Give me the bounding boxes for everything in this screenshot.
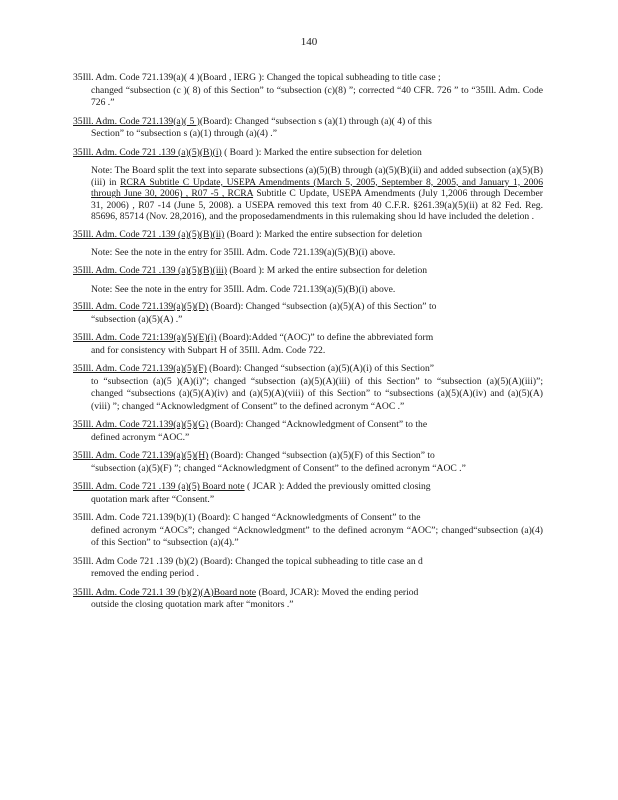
entry-text: (Board): Changed “subsection (a)(5)(F) of this Section” to (208, 450, 435, 462)
entry-continuation: to “subsection (a)(5 )(A)(i)”; changed “subsection (a)(5)(A)(iii) of this Section” to “subsection (a)(5)(A)(iii)”; changed “subsections (a)(5)(A)(iv) and (a)(5)(A)(viii) of this Section” to “subsections (a)(5)(A)(iv) and (a)(5)(A)(viii) ”; changed “Acknowledgment of Consent” to the defined acronym “AOC .” (91, 375, 543, 412)
entry-reference: 35Ill. Adm. Code 721.139(a)(5)(F) (73, 363, 207, 375)
entry-reference: 35Ill. Adm. Code 721 .139 (a)(5)(B)(iii) (73, 265, 228, 277)
entry-721-139-b-2 (73, 556, 543, 581)
entry-reference: 35Ill. Adm. Code 721.139(a)(5)(G) (73, 419, 209, 431)
entry-text: ( Board ): Marked the entire subsection for deletion (221, 146, 422, 158)
entry-reference: 35Ill. Adm. Code 721.139(b)(1) (73, 512, 196, 524)
entry-continuation: outside the closing quotation mark after “monitors .” (91, 599, 294, 611)
entry-list (73, 72, 543, 618)
entry-721-139-b-2-A-board-note (73, 587, 543, 612)
entry-continuation: “subsection (a)(5)(A) .” (91, 313, 183, 325)
entry-continuation: and for consistency with Subpart H of 35Ill. Adm. Code 722. (91, 344, 326, 356)
entry-721-139-a-5-G (73, 419, 543, 444)
entry-text: (Board): Changed “Acknowledgment of Consent” to the (208, 419, 428, 431)
entry-text: (Board, JCAR): Moved the ending period (256, 586, 419, 598)
entry-reference: 35Ill. Adm. Code 721 .139 (a)(5)(B)(ii) (73, 228, 225, 240)
entry-continuation: quotation mark after “Consent.” (91, 493, 215, 505)
note-text-end: Subtitle C Update, USEPA Amendments (July 1,2006 through December 31, 2006) , R07 -14 (June 5, 2008). a USEPA removed this text from 40 C.F.R. §261.39(a)(5)(ii) at 82 Fed. Reg. 85696, 85714 (Nov. 28,2016), and the proposedamendments in this rulemaking shou ld have included the deletion . (91, 188, 543, 223)
entry-721-139-a-5-B-i (73, 147, 543, 160)
entry-721-139-a-5-H (73, 450, 543, 475)
entry-continuation: changed “subsection (c )( 8) of this Section” to “subsection (c)(8) ”; corrected “40 CFR. 726 ” to “35Ill. Adm. Code 726 .” (91, 84, 543, 108)
note-text: Note: See the note in the entry for 35Ill. Adm. Code 721.139(a)(5)(B)(i) above. (91, 247, 396, 259)
entry-continuation: Section” to “subsection s (a)(1) through (a)(4) .” (91, 128, 277, 139)
entry-reference: 35Ill. Adm Code 721 .139 (b)(2) (73, 555, 198, 567)
entry-continuation: defined acronym “AOCs”; changed “Acknowledgment” to the defined acronym “AOC”; changed“subsection (a)(4) of this Section” to “subsection (a)(4).” (91, 524, 543, 549)
entry-text: (Board): Changed “subsection (a)(5)(A) of this Section” to (208, 301, 437, 313)
entry-721-139-a-5-E-i (73, 332, 543, 357)
entry-reference: 35Ill. Adm. Code 721.139(a)( 4 )(Board , IERG ): (73, 72, 265, 83)
entry-continuation: removed the ending period . (91, 568, 199, 580)
note-see-entry (73, 247, 543, 259)
note-see-entry (73, 284, 543, 296)
entry-text: (Board ): M arked the entire subsection for deletion (227, 265, 428, 277)
entry-reference: 35Ill. Adm. Code 721.1 39 (b)(2)(A)Board note (73, 586, 257, 598)
entry-reference: 35Ill. Adm. Code 721 .139 (a)(5) Board note (73, 481, 245, 493)
entry-text: (Board):Added “(AOC)” to define the abbreviated form (216, 332, 434, 344)
entry-721-139-a-5-B-ii (73, 229, 543, 242)
entry-721-139-a-5-B-iii (73, 265, 543, 278)
entry-reference: 35Ill. Adm. Code 721 .139 (a)(5)(B)(i) (73, 146, 222, 158)
entry-text: (Board): Changed “subsection (a)(5)(A)(i) of this Section” (206, 363, 435, 375)
page-number: 140 (300, 36, 318, 48)
entry-reference: 35Ill. Adm. Code 721:139(a)(5)(E)(i) (73, 332, 217, 344)
entry-reference: 35Ill. Adm. Code 721.139(a)(5)(H) (73, 450, 209, 462)
entry-text: (Board ): Marked the entire subsection for deletion (224, 228, 423, 240)
entry-721-139-a-5-board-note (73, 481, 543, 506)
entry-reference: 35Ill. Adm. Code 721.139(a)(5)(D) (73, 301, 209, 313)
entry-721-139-a-5 (73, 116, 543, 141)
entry-text: (Board): Changed “subsection s (a)(1) through (a)( 4) of this (199, 115, 432, 127)
entry-text: Changed the topical subheading to title case ; (264, 72, 441, 83)
entry-text: (Board): C hanged “Acknowledgments of Consent” to the (195, 512, 421, 524)
entry-text: (Board): Changed the topical subheading to title case an d (197, 555, 423, 567)
entry-continuation: defined acronym “AOC.” (91, 431, 190, 443)
entry-721-139-a-5-D (73, 301, 543, 326)
entry-721-139-a-5-F (73, 363, 543, 413)
entry-reference: 35Ill. Adm. Code 721.139(a)( 5 ) (73, 115, 200, 127)
entry-721-139-b-1 (73, 512, 543, 550)
entry-continuation: “subsection (a)(5)(F) ”; changed “Acknowledgment of Consent” to the defined acronym “AOC .” (91, 462, 466, 474)
note-split-subsections (73, 165, 543, 223)
note-text: Note: See the note in the entry for 35Ill. Adm. Code 721.139(a)(5)(B)(i) above. (91, 283, 396, 295)
note-citation: RCRA Subtitle C Update, USEPA Amendments (March 5, 2005, September 8, 2005, and January 1, 2006 through June 30, 2006) , R07 -5 , RCRA (91, 176, 543, 200)
note-text: Note: The Board split the text into separate subsections (a)(5)(B) through (a)(5)(B)(ii) and added subsection (a)(5)(B)(iii) in (91, 165, 543, 188)
entry-721-139-a-4 (73, 72, 543, 110)
entry-text: ( JCAR ): Added the previously omitted closing (244, 481, 431, 493)
